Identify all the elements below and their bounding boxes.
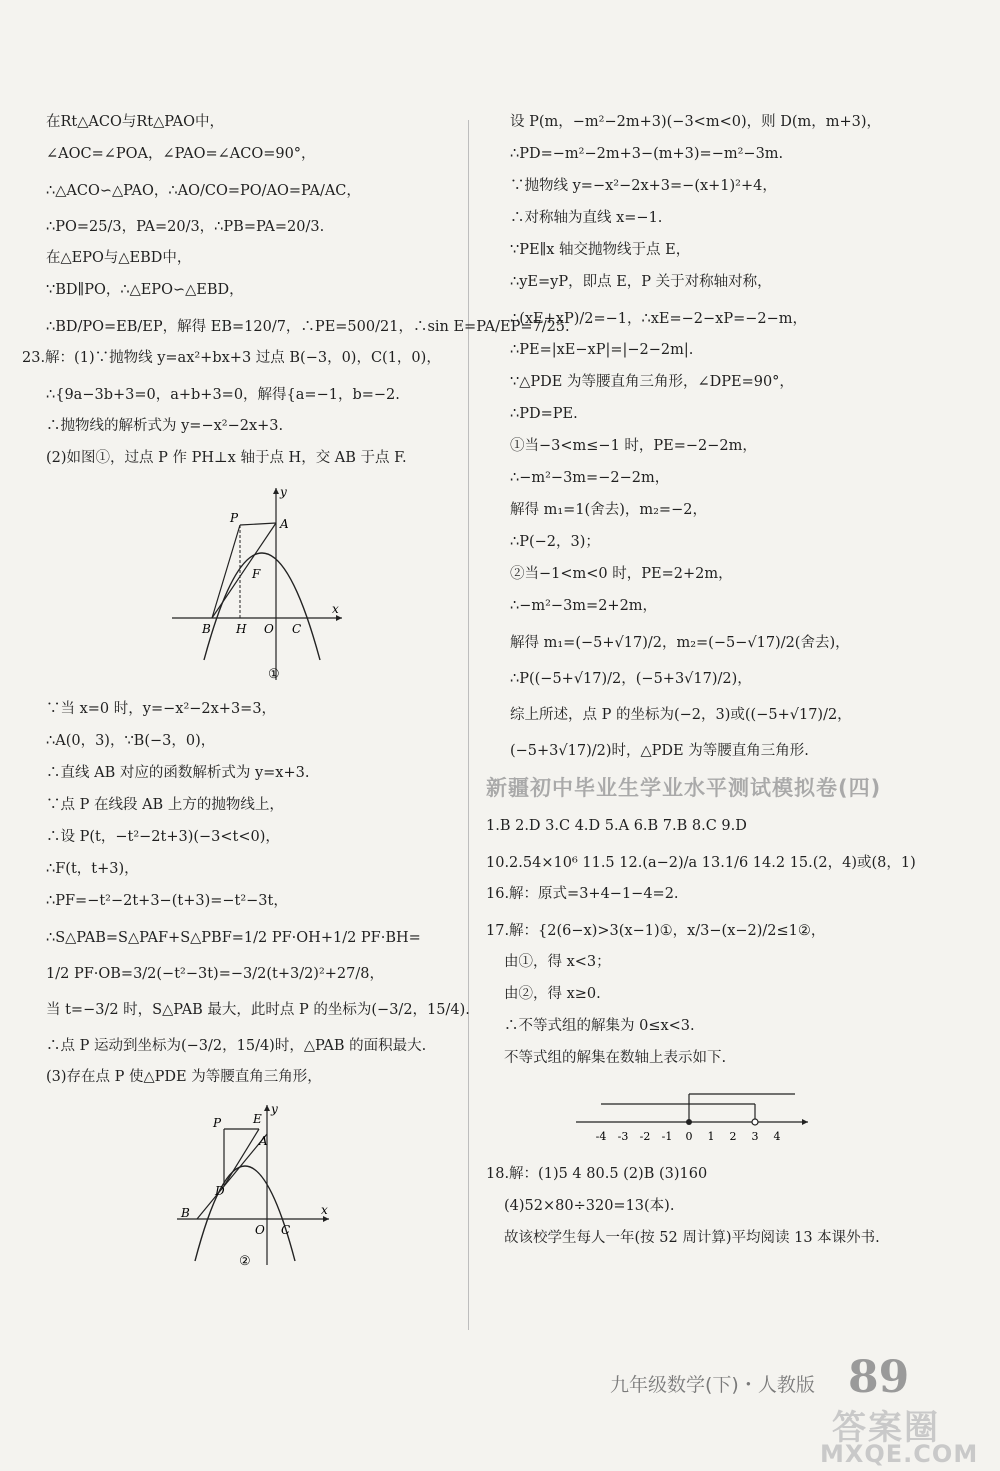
text-line: (2)如图①，过点 P 作 PH⊥x 轴于点 H，交 AB 于点 F. xyxy=(46,450,407,466)
text-line: ∴直线 AB 对应的函数解析式为 y=x+3. xyxy=(46,765,310,781)
text-line: ①当−3<m≤−1 时，PE=−2−2m， xyxy=(510,438,757,454)
text-line: ∴S△PAB=S△PAF+S△PBF=1/2 PF·OH+1/2 PF·BH= xyxy=(46,930,421,946)
number-line xyxy=(576,1080,966,1154)
text-line: ∴对称轴为直线 x=−1. xyxy=(510,210,663,226)
text-line: 综上所述，点 P 的坐标为(−2，3)或((−5+√17)/2， xyxy=(510,707,852,723)
text-line: 在△EPO与△EBD中， xyxy=(46,250,192,266)
figure-number: ② xyxy=(239,1254,251,1269)
text-line: ∵当 x=0 时，y=−x²−2x+3=3， xyxy=(46,701,277,717)
text-line: ∴PD=PE. xyxy=(510,406,578,422)
tick-label: -2 xyxy=(639,1130,651,1143)
label-f: F xyxy=(252,567,261,581)
tick-label: 0 xyxy=(685,1130,693,1143)
label-h: H xyxy=(236,622,247,636)
text-line: (4)52×80÷320=13(本). xyxy=(504,1198,675,1214)
text-line: 由②，得 x≥0. xyxy=(504,986,601,1002)
column-divider xyxy=(468,120,469,1330)
text-line: 故该校学生每人一年(按 52 周计算)平均阅读 13 本课外书. xyxy=(504,1230,880,1246)
text-line: 16.解：原式=3+4−1−4=2. xyxy=(486,886,679,902)
text-line: ∴抛物线的解析式为 y=−x²−2x+3. xyxy=(46,418,284,434)
number-line-svg xyxy=(576,1080,816,1150)
text-line: ∴P(−2，3)； xyxy=(510,534,600,550)
text-line: ∴F(t，t+3)， xyxy=(46,861,139,877)
text-line: 在Rt△ACO与Rt△PAO中， xyxy=(46,114,225,130)
text-line: ∴PE=|xE−xP|=|−2−2m|. xyxy=(510,342,694,358)
watermark xyxy=(820,1400,990,1470)
tick-label: 1 xyxy=(707,1130,715,1143)
tick-label: 3 xyxy=(751,1130,759,1143)
label-a: A xyxy=(259,1134,268,1148)
label-c: C xyxy=(281,1223,291,1237)
text-line: 解得 m₁=1(舍去)，m₂=−2， xyxy=(510,502,707,518)
tick-label: 2 xyxy=(729,1130,737,1143)
text-line: ∴△ACO∽△PAO，∴AO/CO=PO/AO=PA/AC， xyxy=(46,183,361,199)
watermark-url: MXQE.COM xyxy=(820,1440,979,1468)
text-line: ∴P((−5+√17)/2，(−5+3√17)/2)， xyxy=(510,671,752,687)
label-o: O xyxy=(264,622,274,636)
text-line: ∵△PDE 为等腰直角三角形，∠DPE=90°， xyxy=(510,374,794,390)
parabola-figure-1 xyxy=(152,480,352,685)
label-p: P xyxy=(213,1116,222,1130)
text-line: ∵点 P 在线段 AB 上方的抛物线上， xyxy=(46,797,284,813)
text-line: ∴−m²−3m=2+2m， xyxy=(510,598,658,614)
label-y: y xyxy=(280,485,287,499)
label-x: x xyxy=(321,1203,328,1217)
label-x: x xyxy=(332,602,339,616)
text-line: ∴yE=yP，即点 E，P 关于对称轴对称， xyxy=(510,274,772,290)
text-line: ∴−m²−3m=−2−2m， xyxy=(510,470,670,486)
text-line: ∴{9a−3b+3=0，a+b+3=0，解得{a=−1，b=−2. xyxy=(46,387,400,403)
text-line: (−5+3√17)/2)时，△PDE 为等腰直角三角形. xyxy=(510,743,809,759)
figure-number: ① xyxy=(268,667,280,682)
text-line: ∴PF=−t²−2t+3−(t+3)=−t²−3t， xyxy=(46,893,288,909)
watermark-text: 答案圈 xyxy=(832,1408,940,1448)
label-a: A xyxy=(280,517,289,531)
text-line: 解得 m₁=(−5+√17)/2，m₂=(−5−√17)/2(舍去)， xyxy=(510,635,850,651)
text-line: (3)存在点 P 使△PDE 为等腰直角三角形， xyxy=(46,1069,322,1085)
tick-label: -4 xyxy=(595,1130,607,1143)
text-line: ∴BD/PO=EB/EP，解得 EB=120/7，∴PE=500/21，∴sin E=PA/EP=7/25. xyxy=(46,319,570,335)
answer-line: 10.2.54×10⁶ 11.5 12.(a−2)/a 13.1/6 14.2 15.(2，4)或(8，1) xyxy=(486,855,916,871)
text-line: 不等式组的解集在数轴上表示如下. xyxy=(504,1050,727,1066)
label-b: B xyxy=(202,622,211,636)
answer-line: 1.B 2.D 3.C 4.D 5.A 6.B 7.B 8.C 9.D xyxy=(486,818,747,834)
text-line: ∴不等式组的解集为 0≤x<3. xyxy=(504,1018,695,1034)
label-b: B xyxy=(181,1206,190,1220)
label-e: E xyxy=(253,1112,262,1126)
text-line: ∴点 P 运动到坐标为(−3/2，15/4)时，△PAB 的面积最大. xyxy=(46,1038,427,1054)
text-line: ∵BD∥PO，∴△EPO∽△EBD， xyxy=(46,282,244,298)
label-p: P xyxy=(230,511,239,525)
label-d: D xyxy=(215,1184,225,1198)
text-line: 18.解：(1)5 4 80.5 (2)B (3)160 xyxy=(486,1166,708,1182)
problem-23-heading: 23.解：(1)∵抛物线 y=ax²+bx+3 过点 B(−3，0)，C(1，0)， xyxy=(22,350,441,366)
text-line: ②当−1<m<0 时，PE=2+2m， xyxy=(510,566,733,582)
book-title: 九年级数学(下)・人教版 xyxy=(610,1374,815,1396)
right-column xyxy=(486,112,966,1260)
page-number: 89 xyxy=(848,1352,910,1403)
parabola-figure-2 xyxy=(167,1099,337,1269)
text-line: ∴(xE+xP)/2=−1，∴xE=−2−xP=−2−m， xyxy=(510,311,808,327)
tick-label: -1 xyxy=(661,1130,673,1143)
label-c: C xyxy=(292,622,302,636)
figure-1 xyxy=(152,480,462,689)
text-line: ∵抛物线 y=−x²−2x+3=−(x+1)²+4， xyxy=(510,178,777,194)
label-o: O xyxy=(255,1223,265,1237)
text-line: 由①，得 x<3； xyxy=(504,954,611,970)
label-y: y xyxy=(271,1102,278,1116)
figure-2 xyxy=(167,1099,462,1273)
text-line: ∴A(0，3)，∵B(−3，0)， xyxy=(46,733,216,749)
text-line: 17.解：{2(6−x)>3(x−1)①，x/3−(x−2)/2≤1②， xyxy=(486,923,826,939)
text-line: 当 t=−3/2 时，S△PAB 最大，此时点 P 的坐标为(−3/2，15/4). xyxy=(46,1002,470,1018)
text-line: ∴设 P(t，−t²−2t+3)(−3<t<0)， xyxy=(46,829,280,845)
tick-label: -3 xyxy=(617,1130,629,1143)
text-line: 设 P(m，−m²−2m+3)(−3<m<0)，则 D(m，m+3)， xyxy=(510,114,882,130)
text-line: 1/2 PF·OB=3/2(−t²−3t)=−3/2(t+3/2)²+27/8， xyxy=(46,966,384,982)
text-line: ∴PO=25/3，PA=20/3，∴PB=PA=20/3. xyxy=(46,219,325,235)
text-line: ∴PD=−m²−2m+3−(m+3)=−m²−3m. xyxy=(510,146,784,162)
section-title: 新疆初中毕业生学业水平测试模拟卷(四) xyxy=(486,776,882,800)
text-line: ∠AOC=∠POA，∠PAO=∠ACO=90°， xyxy=(46,146,316,162)
text-line: ∵PE∥x 轴交抛物线于点 E， xyxy=(510,242,691,258)
tick-label: 4 xyxy=(773,1130,781,1143)
